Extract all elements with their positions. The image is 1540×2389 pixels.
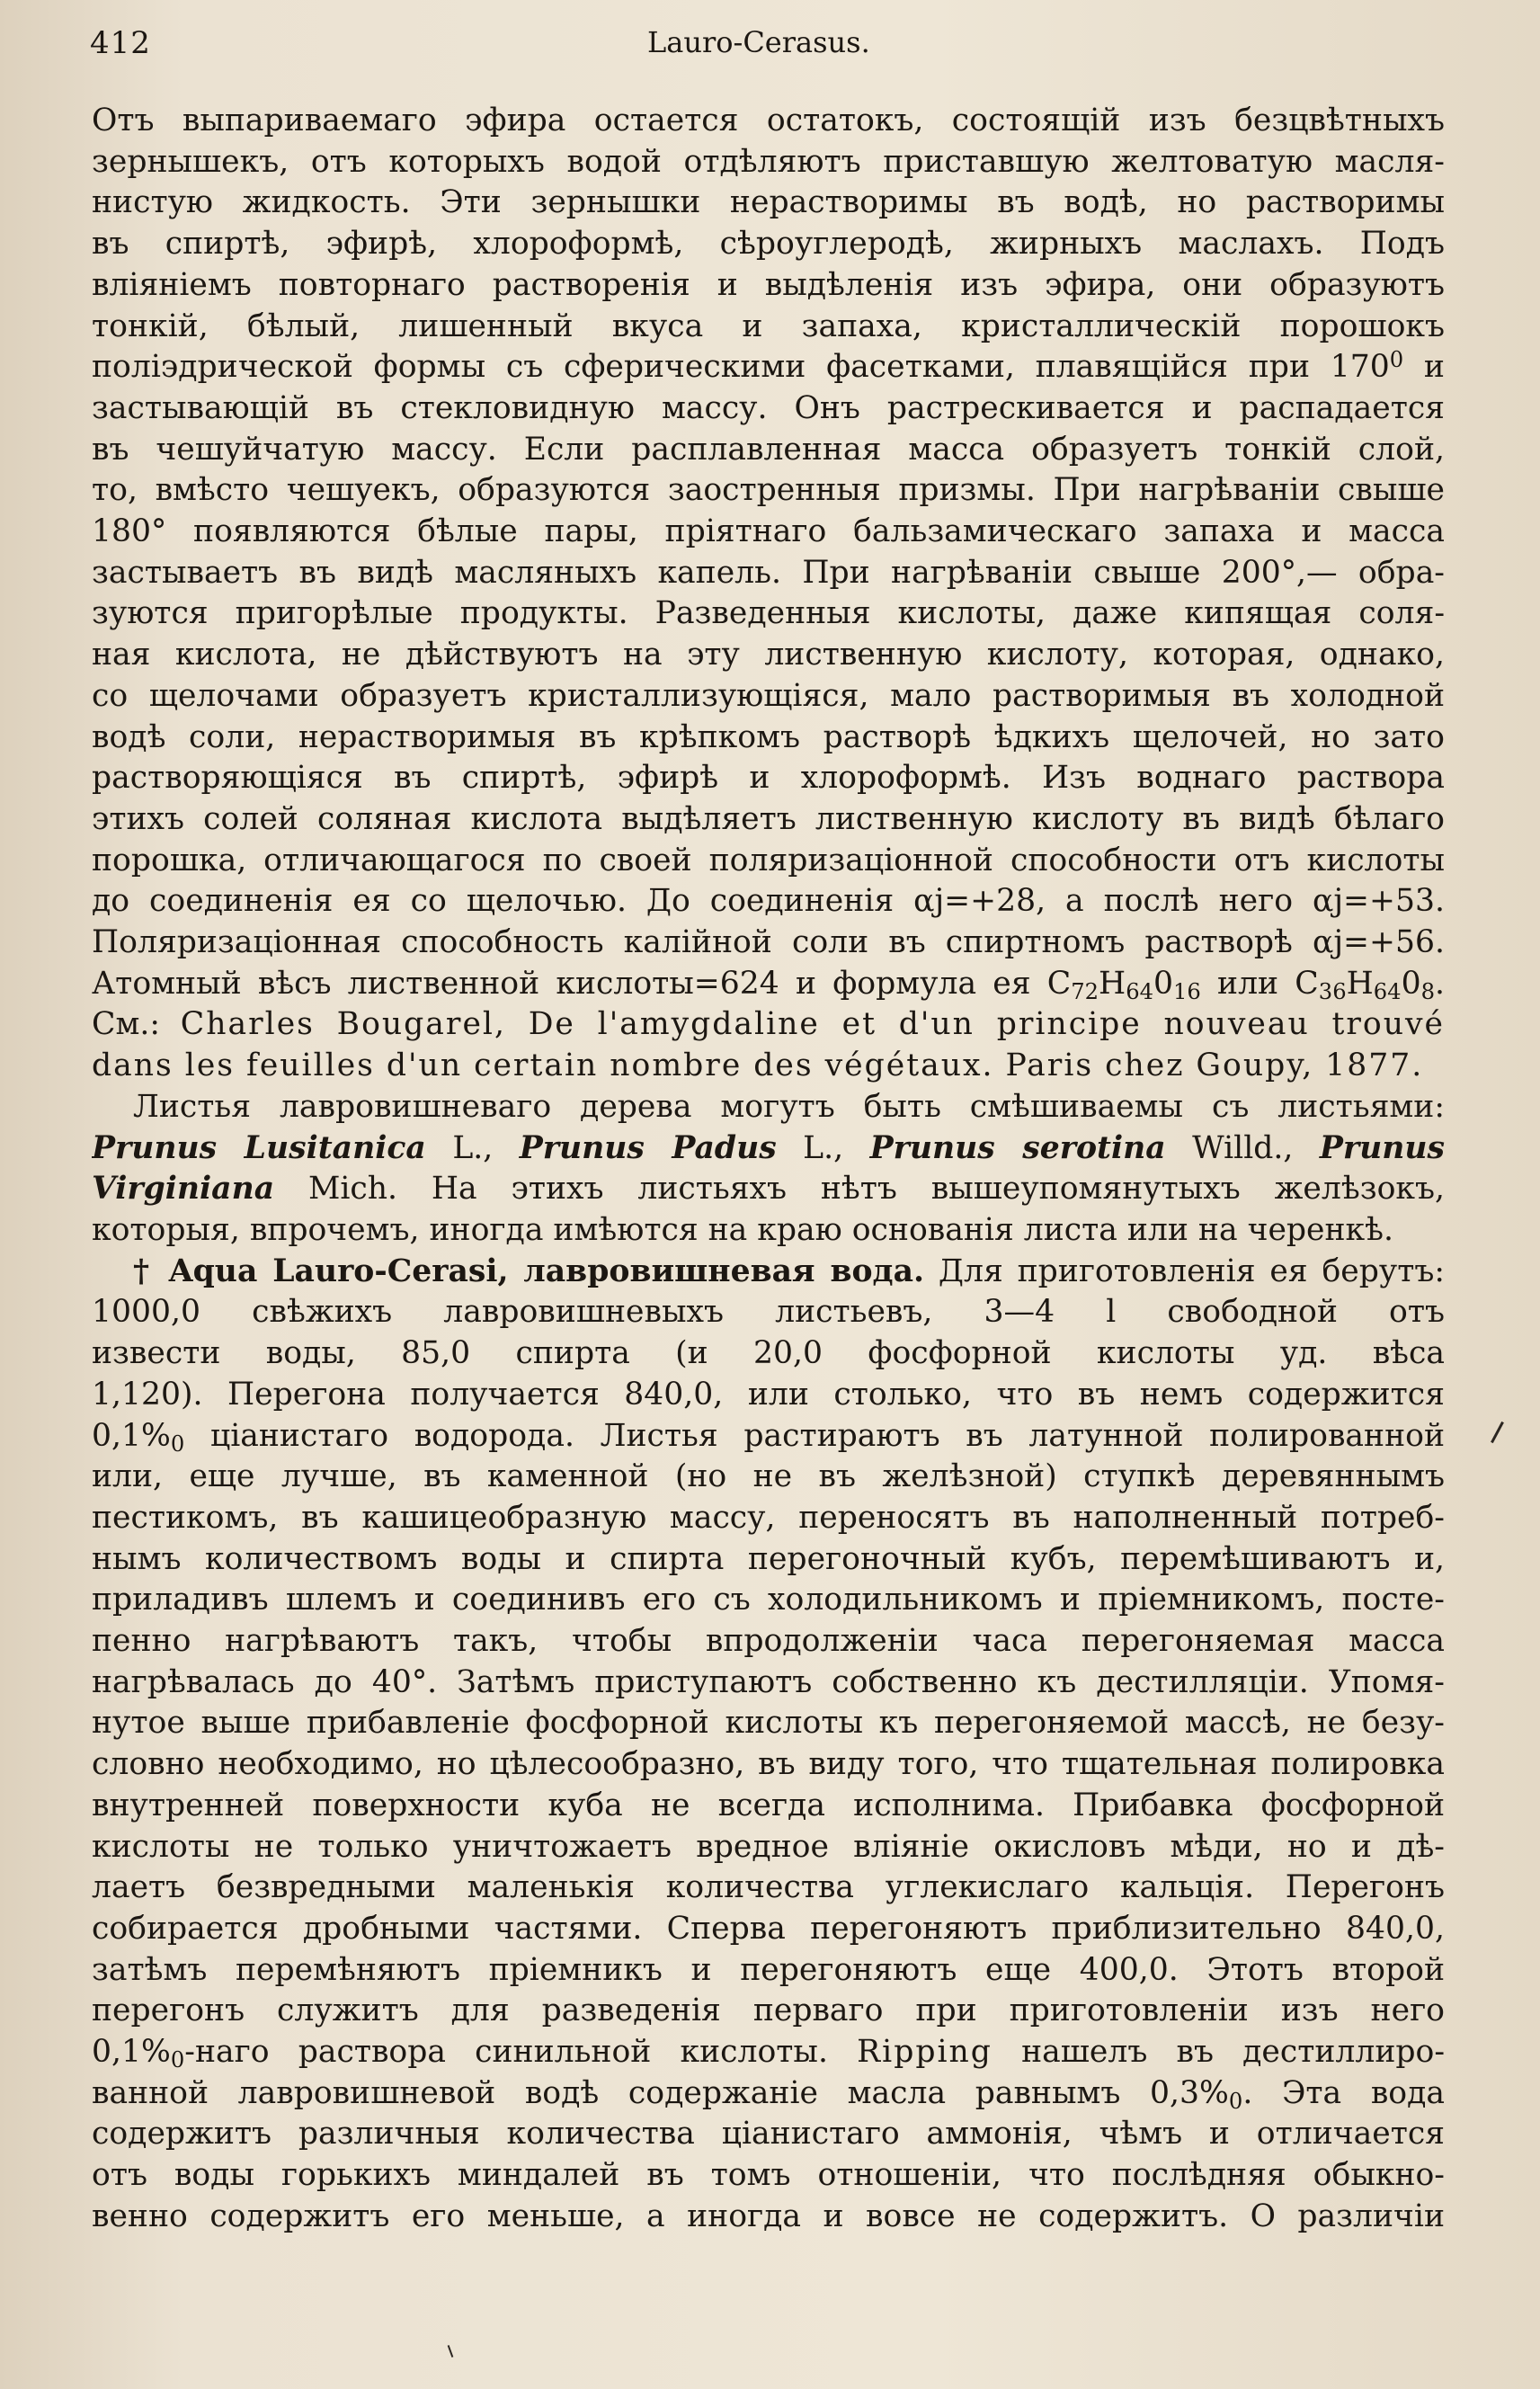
text-line <box>92 1004 1445 1046</box>
text-segment: въ спиртѣ, эфирѣ, хлороформѣ, сѣроуглеродѣ, жирныхъ маслахъ. Подъ <box>92 226 1445 263</box>
text-segment: -наго раствора синильной кислоты. <box>184 2034 858 2071</box>
text-line <box>92 1991 1445 2032</box>
text-line <box>92 2073 1445 2115</box>
text-segment: которыя, впрочемъ, иногда имѣются на краю основанія листа или на черенкѣ. <box>92 1211 1394 1248</box>
text-line <box>92 1252 1445 1293</box>
text-segment: Willd., <box>1165 1129 1320 1166</box>
pencil-mark <box>448 2345 454 2358</box>
text-line <box>92 1621 1445 1662</box>
text-segment: этихъ солей соляная кислота выдѣляетъ лиственную кислоту въ видѣ бѣлаго <box>92 800 1445 837</box>
text-segment: 1000,0 свѣжихъ лавровишневыхъ листьевъ, 3—4 l свободной отъ <box>92 1294 1445 1331</box>
text-segment: въ чешуйчатую массу. Если расплавленная масса образуетъ тонкій слой, <box>92 431 1445 468</box>
text-segment: L., <box>776 1129 870 1166</box>
text-segment: 0 <box>1228 2088 1243 2114</box>
text-segment: то, вмѣсто чешуекъ, образуются заостренныя призмы. При нагрѣваніи свыше <box>92 472 1445 509</box>
text-line <box>92 224 1445 265</box>
text-segment: нымъ количествомъ воды и спирта перегоночный кубъ, перемѣшиваютъ и, <box>92 1540 1445 1577</box>
text-segment: нашелъ въ дестиллиро- <box>992 2034 1445 2071</box>
text-segment: Для приготовленія ея берутъ: <box>924 1252 1445 1289</box>
text-line <box>92 676 1445 718</box>
text-segment: перегонъ служитъ для разведенія перваго при приготовленіи изъ него <box>92 1992 1445 2029</box>
text-line <box>92 430 1445 471</box>
text-segment: Mich. На этихъ листьяхъ нѣтъ вышеупомянутыхъ желѣзокъ, <box>274 1171 1445 1208</box>
text-segment: 72 <box>1071 978 1099 1004</box>
text-line <box>92 841 1445 882</box>
running-title: Lauro-Cerasus. <box>647 25 870 59</box>
text-line <box>92 512 1445 553</box>
text-line <box>92 2155 1445 2197</box>
text-segment: собирается дробными частями. Сперва перегоняютъ приблизительно 840,0, <box>92 1910 1445 1947</box>
text-segment: 16 <box>1173 978 1201 1004</box>
text-line <box>92 1786 1445 1827</box>
text-line <box>92 1498 1445 1539</box>
page-number: 412 <box>90 25 151 61</box>
text-line <box>92 1128 1445 1170</box>
text-segment: затѣмъ перемѣняютъ пріемникъ и перегоняютъ еще 400,0. Этотъ второй <box>92 1951 1445 1988</box>
text-segment: H <box>1346 965 1374 1002</box>
text-segment: . <box>1435 965 1445 1002</box>
text-line <box>92 1292 1445 1333</box>
text-line <box>92 347 1445 388</box>
text-segment: 64 <box>1126 978 1154 1004</box>
text-line <box>92 758 1445 799</box>
text-segment: и <box>1403 349 1445 386</box>
text-segment: поліэдрической формы съ сферическими фасетками, плавящійся при 170 <box>92 349 1390 386</box>
text-segment: застывающій въ стекловидную массу. Онъ растрескивается и распадается <box>92 389 1445 426</box>
text-segment: dans les feuilles d'un certain nombre des végétaux. Paris chez Goupy, 1877. <box>92 1047 1424 1084</box>
text-line <box>92 718 1445 759</box>
text-line <box>92 1662 1445 1704</box>
text-segment: Атомный вѣсъ лиственной кислоты=624 и формула ея C <box>92 965 1072 1002</box>
text-segment: Листья лавровишневаго дерева могутъ быть смѣшиваемы съ листьями: <box>133 1088 1445 1125</box>
text-line <box>92 142 1445 183</box>
text-segment: Отъ выпариваемаго эфира остается остатокъ, состоящій изъ безцвѣтныхъ <box>92 103 1445 138</box>
text-line <box>92 2197 1445 2238</box>
text-segment: пенно нагрѣваютъ такъ, чтобы впродолженіи часа перегоняемая масса <box>92 1623 1445 1660</box>
text-line <box>92 1087 1445 1128</box>
text-segment: См.: <box>92 1006 181 1043</box>
text-segment: нутое выше прибавленіе фосфорной кислоты къ перегоняемой массѣ, не безу- <box>92 1705 1445 1742</box>
text-segment: Ripping <box>857 2034 993 2071</box>
text-segment: со щелочами образуетъ кристаллизующіяся, мало растворимыя въ холодной <box>92 677 1445 714</box>
text-segment: извести воды, 85,0 спирта (и 20,0 фосфорной кислоты уд. вѣса <box>92 1335 1445 1372</box>
text-segment: водѣ соли, нерастворимыя въ крѣпкомъ растворѣ ѣдкихъ щелочей, но зато <box>92 718 1445 755</box>
text-line <box>92 183 1445 224</box>
text-line <box>92 1046 1445 1087</box>
text-segment: кислоты не только уничтожаетъ вредное вліяніе окисловъ мѣди, но и дѣ- <box>92 1828 1445 1865</box>
text-segment: венно содержитъ его меньше, а иногда и вовсе не содержитъ. О различіи <box>92 2197 1445 2234</box>
text-segment: нистую жидкость. Эти зернышки нерастворимы въ водѣ, но растворимы <box>92 184 1445 221</box>
text-line <box>92 1580 1445 1621</box>
text-segment: Поляризаціонная способность калійной соли въ спиртномъ растворѣ αj=+56. <box>92 924 1445 961</box>
text-line <box>92 1950 1445 1992</box>
text-line <box>92 470 1445 512</box>
text-segment: Prunus Lusitanica <box>92 1129 426 1166</box>
text-segment: содержитъ различныя количества ціанистаго аммонія, чѣмъ и отличается <box>92 2116 1445 2153</box>
body-text <box>92 101 1445 2238</box>
text-segment: Charles Bougarel, De l'amygdaline et d'un principe nouveau trouvé <box>180 1006 1445 1043</box>
text-line <box>92 1868 1445 1909</box>
text-segment: 0 <box>1401 965 1421 1002</box>
text-line <box>92 1169 1445 1210</box>
text-segment: ціанистаго водорода. Листья растираютъ въ латунной полированной <box>184 1417 1445 1454</box>
pencil-mark <box>1491 1422 1504 1443</box>
text-segment: Prunus serotina <box>869 1129 1166 1166</box>
text-segment: внутренней поверхности куба не всегда исполнима. Прибавка фосфорной <box>92 1787 1445 1823</box>
text-line <box>92 1210 1445 1252</box>
text-segment: отъ воды горькихъ миндалей въ томъ отношеніи, что послѣдняя обыкно- <box>92 2157 1445 2194</box>
text-line <box>92 2114 1445 2155</box>
text-segment: 1,120). Перегона получается 840,0, или столько, что въ немъ содержится <box>92 1376 1445 1413</box>
text-line <box>92 1457 1445 1498</box>
text-line <box>92 1827 1445 1868</box>
text-segment: или, еще лучше, въ каменной (но не въ желѣзной) ступкѣ деревяннымъ <box>92 1458 1445 1495</box>
text-segment: 0 <box>1389 347 1404 373</box>
text-line <box>92 799 1445 841</box>
text-line <box>92 1909 1445 1950</box>
text-line <box>92 1333 1445 1375</box>
text-line <box>92 307 1445 348</box>
text-segment: Virginiana <box>92 1171 275 1208</box>
text-line <box>92 1744 1445 1786</box>
text-line <box>92 593 1445 635</box>
text-segment: 0 <box>170 1431 185 1457</box>
text-segment: ванной лавровишневой водѣ содержаніе масла равнымъ 0,3% <box>92 2074 1229 2111</box>
text-segment: лаетъ безвредными маленькія количества углекислаго кальція. Перегонъ <box>92 1869 1445 1906</box>
text-line <box>92 1703 1445 1744</box>
text-segment: 8 <box>1420 978 1436 1004</box>
text-segment: 36 <box>1318 978 1347 1004</box>
text-segment: 180° появляются бѣлые пары, пріятнаго бальзамическаго запаха и масса <box>92 513 1445 550</box>
text-segment: зуются пригорѣлые продукты. Разведенныя кислоты, даже кипящая соля- <box>92 595 1445 632</box>
text-segment: растворяющіяся въ спиртѣ, эфирѣ и хлороформѣ. Изъ воднаго раствора <box>92 760 1445 797</box>
text-line <box>92 553 1445 594</box>
text-segment: застываетъ въ видѣ масляныхъ капель. При нагрѣваніи свыше 200°,— обра- <box>92 554 1445 591</box>
text-line <box>92 1375 1445 1416</box>
text-line <box>92 881 1445 923</box>
text-segment: ная кислота, не дѣйствуютъ на эту лиственную кислоту, которая, однако, <box>92 637 1445 673</box>
text-segment: зернышекъ, отъ которыхъ водой отдѣляютъ приставшую желтоватую масля- <box>92 143 1445 180</box>
text-line <box>92 923 1445 964</box>
text-line <box>92 388 1445 430</box>
text-segment: 0 <box>170 2047 185 2073</box>
text-segment: 0,1% <box>92 1417 171 1454</box>
text-segment: † Aqua Lauro-Cerasi, лавровишневая вода. <box>133 1252 925 1289</box>
text-line <box>92 964 1445 1005</box>
page-header <box>90 25 1456 79</box>
text-segment: Prunus Padus <box>519 1129 777 1166</box>
text-line <box>92 2032 1445 2073</box>
text-segment: тонкій, бѣлый, лишенный вкуса и запаха, кристаллическій порошокъ <box>92 308 1445 344</box>
text-segment: порошка, отличающагося по своей поляризаціонной способности отъ кислоты <box>92 842 1445 878</box>
text-segment: L., <box>425 1129 520 1166</box>
text-segment: приладивъ шлемъ и соединивъ его съ холодильникомъ и пріемникомъ, посте- <box>92 1582 1445 1618</box>
text-line <box>92 1539 1445 1581</box>
text-line <box>92 101 1445 142</box>
text-segment: 0 <box>1153 965 1174 1002</box>
text-segment: H <box>1099 965 1126 1002</box>
text-segment: словно необходимо, но цѣлесообразно, въ виду того, что тщательная полировка <box>92 1746 1445 1783</box>
text-segment: 64 <box>1373 978 1402 1004</box>
text-line <box>92 265 1445 307</box>
text-segment: 0,1% <box>92 2034 171 2071</box>
text-segment: Prunus <box>1319 1129 1445 1166</box>
text-line <box>92 635 1445 676</box>
text-segment: . Эта вода <box>1242 2074 1445 2111</box>
text-line <box>92 1416 1445 1457</box>
text-segment: или C <box>1200 965 1319 1002</box>
text-segment: нагрѣвалась до 40°. Затѣмъ приступаютъ собственно къ дестилляціи. Упомя- <box>92 1663 1445 1700</box>
text-segment: вліяніемъ повторнаго растворенія и выдѣленія изъ эфира, они образуютъ <box>92 266 1445 303</box>
text-segment: до соединенія ея со щелочью. До соединенія αj=+28, а послѣ него αj=+53. <box>92 883 1445 920</box>
text-segment: пестикомъ, въ кашицеобразную массу, переносятъ въ наполненный потреб- <box>92 1499 1445 1536</box>
